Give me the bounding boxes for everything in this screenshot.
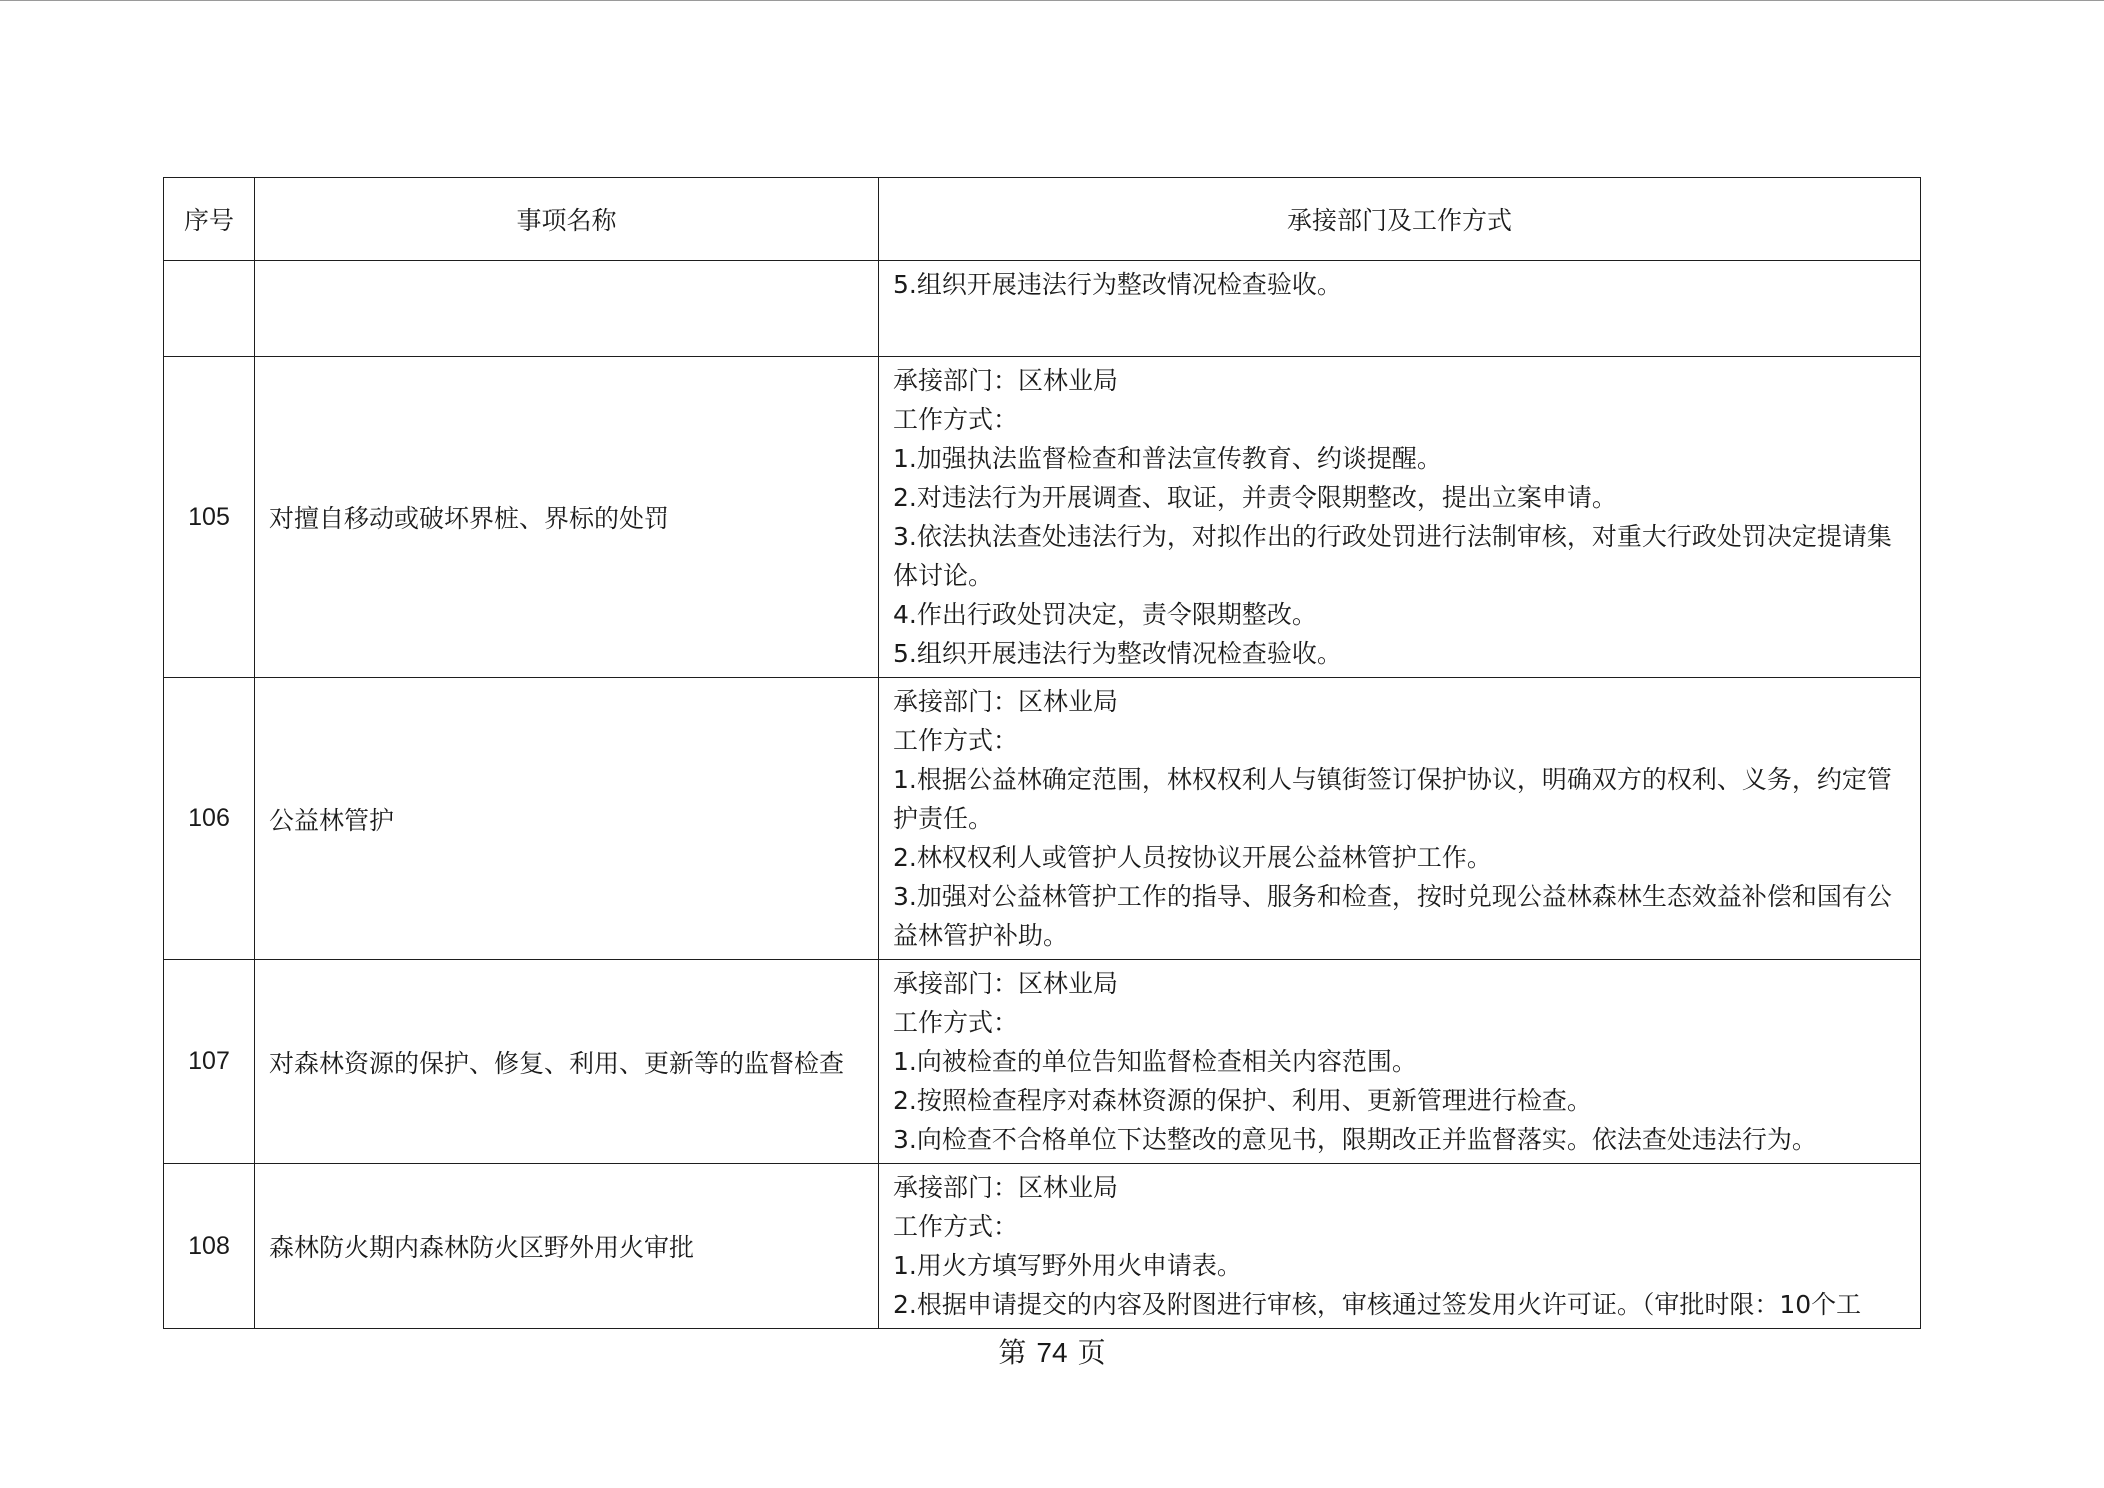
detail-line: 5.组织开展违法行为整改情况检查验收。	[893, 270, 1342, 299]
row-detail	[879, 960, 1921, 1164]
detail-line: 承接部门：区林业局	[893, 687, 1119, 716]
row-name: 对擅自移动或破坏界桩、界标的处罚	[255, 357, 879, 678]
detail-line: 工作方式：	[893, 1212, 1019, 1241]
detail-line: 承接部门：区林业局	[893, 1173, 1119, 1202]
row-detail	[879, 1164, 1921, 1329]
header-detail: 承接部门及工作方式	[879, 178, 1921, 261]
detail-line: 工作方式：	[893, 726, 1019, 755]
table-row	[164, 261, 1921, 357]
detail-line: 1.根据公益林确定范围，林权权利人与镇街签订保护协议，明确双方的权利、义务，约定管护责任。	[893, 765, 1892, 833]
row-name: 公益林管护	[255, 678, 879, 960]
detail-line: 1.向被检查的单位告知监督检查相关内容范围。	[893, 1047, 1417, 1076]
detail-line: 2.按照检查程序对森林资源的保护、利用、更新管理进行检查。	[893, 1086, 1592, 1115]
row-seq	[164, 261, 255, 357]
detail-line: 4.作出行政处罚决定，责令限期整改。	[893, 600, 1317, 629]
row-name: 对森林资源的保护、修复、利用、更新等的监督检查	[255, 960, 879, 1164]
top-border-line	[0, 0, 2104, 1]
table-row	[164, 678, 1921, 960]
row-seq: 105	[164, 357, 255, 678]
page-footer	[0, 1331, 2104, 1371]
row-name	[255, 261, 879, 357]
header-seq: 序号	[164, 178, 255, 261]
detail-line: 5.组织开展违法行为整改情况检查验收。	[893, 639, 1342, 668]
detail-line: 1.加强执法监督检查和普法宣传教育、约谈提醒。	[893, 444, 1442, 473]
row-seq: 106	[164, 678, 255, 960]
detail-line: 工作方式：	[893, 405, 1019, 434]
detail-line: 承接部门：区林业局	[893, 366, 1119, 395]
row-seq: 108	[164, 1164, 255, 1329]
detail-line: 2.根据申请提交的内容及附图进行审核，审核通过签发用火许可证。（审批时限：10个工	[893, 1290, 1862, 1319]
detail-line: 2.对违法行为开展调查、取证，并责令限期整改，提出立案申请。	[893, 483, 1617, 512]
detail-line: 2.林权权利人或管护人员按协议开展公益林管护工作。	[893, 843, 1492, 872]
page-number: 74	[1036, 1337, 1068, 1368]
row-detail	[879, 357, 1921, 678]
table-row	[164, 1164, 1921, 1329]
table-row	[164, 357, 1921, 678]
items-table	[163, 177, 1921, 1329]
detail-line: 3.向检查不合格单位下达整改的意见书，限期改正并监督落实。依法查处违法行为。	[893, 1125, 1817, 1154]
table-row	[164, 960, 1921, 1164]
header-name: 事项名称	[255, 178, 879, 261]
table-header-row	[164, 178, 1921, 261]
row-seq: 107	[164, 960, 255, 1164]
page-suffix: 页	[1077, 1336, 1106, 1369]
row-name: 森林防火期内森林防火区野外用火审批	[255, 1164, 879, 1329]
detail-line: 1.用火方填写野外用火申请表。	[893, 1251, 1242, 1280]
detail-line: 承接部门：区林业局	[893, 969, 1119, 998]
detail-line: 工作方式：	[893, 1008, 1019, 1037]
row-detail	[879, 261, 1921, 357]
detail-line: 3.加强对公益林管护工作的指导、服务和检查，按时兑现公益林森林生态效益补偿和国有公益林管护补助。	[893, 882, 1892, 950]
row-detail	[879, 678, 1921, 960]
page-prefix: 第	[998, 1336, 1027, 1369]
detail-line: 3.依法执法查处违法行为，对拟作出的行政处罚进行法制审核，对重大行政处罚决定提请集体讨论。	[893, 522, 1892, 590]
